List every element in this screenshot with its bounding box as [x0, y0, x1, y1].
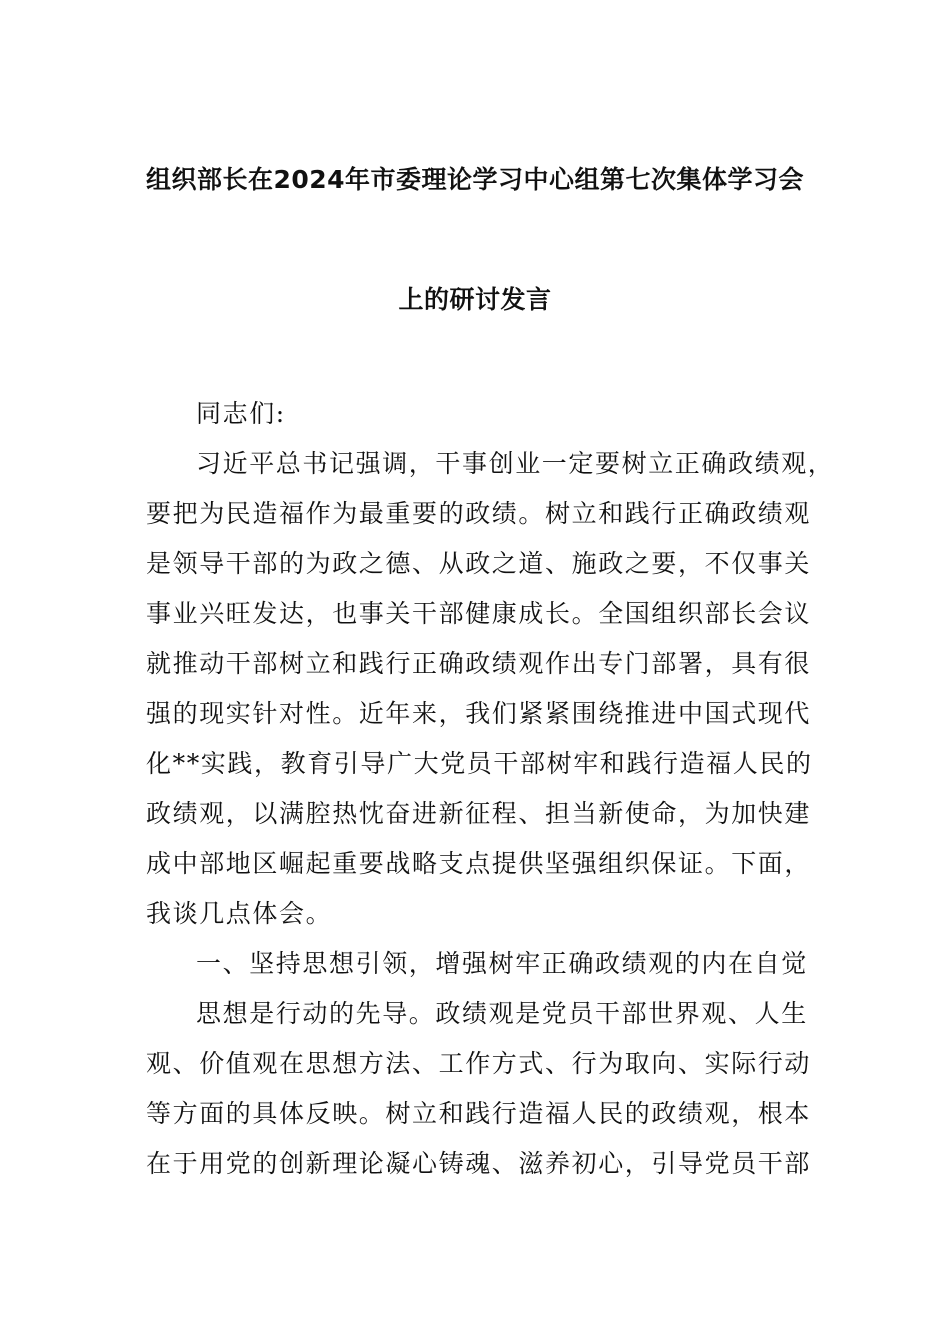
body-text-line: 我谈几点体会。: [146, 899, 333, 928]
body-text-line: 成中部地区崛起重要战略支点提供坚强组织保证。下面，: [146, 849, 812, 878]
body-text-line: 观、价值观在思想方法、工作方式、行为取向、实际行动: [146, 1049, 812, 1078]
body-text-line: 强的现实针对性。近年来，我们紧紧围绕推进中国式现代: [146, 699, 812, 728]
document-body: [146, 395, 835, 1195]
body-text-line: 习近平总书记强调，干事创业一定要树立正确政绩观，: [196, 449, 835, 478]
body-text-line: 一、坚持思想引领，增强树牢正确政绩观的内在自觉: [196, 949, 808, 978]
body-text-line: 同志们:: [196, 399, 286, 428]
body-text-line: 政绩观，以满腔热忱奋进新征程、担当新使命，为加快建: [146, 799, 812, 828]
document-title-line-1: 组织部长在2024年市委理论学习中心组第七次集体学习会: [145, 165, 805, 194]
body-text-line: 是领导干部的为政之德、从政之道、施政之要，不仅事关: [146, 549, 812, 578]
body-text-line: 在于用党的创新理论凝心铸魂、滋养初心，引导党员干部: [146, 1149, 812, 1178]
body-text-line: 思想是行动的先导。政绩观是党员干部世界观、人生: [196, 999, 808, 1028]
body-text-line: 事业兴旺发达，也事关干部健康成长。全国组织部长会议: [146, 599, 812, 628]
body-text-line: 就推动干部树立和践行正确政绩观作出专门部署，具有很: [146, 649, 812, 678]
document-title-line-2: 上的研讨发言: [398, 285, 552, 314]
body-text-line: 等方面的具体反映。树立和践行造福人民的政绩观，根本: [146, 1099, 812, 1128]
body-text-line: 化**实践，教育引导广大党员干部树牢和践行造福人民的: [146, 749, 813, 778]
body-text-line: 要把为民造福作为最重要的政绩。树立和践行正确政绩观: [146, 499, 812, 528]
